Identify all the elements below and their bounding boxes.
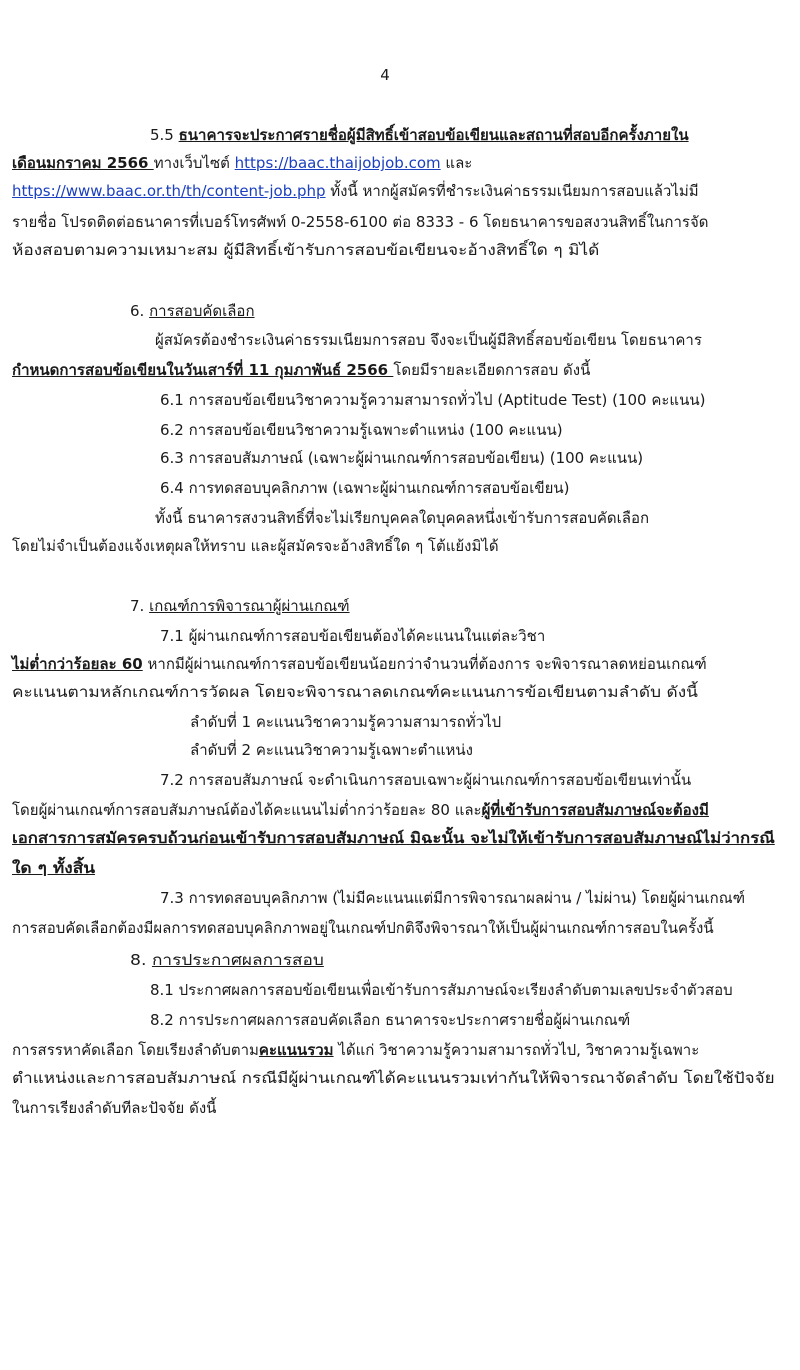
text-segment: ทั้งนี้ ธนาคารสงวนสิทธิ์ที่จะไม่เรียกบุคคลใดบุคคลหนึ่งเข้ารับการสอบคัดเลือก (155, 509, 650, 527)
text-segment: ทางเว็บไซต์ (153, 154, 235, 172)
text-segment: รายชื่อ โปรดติดต่อธนาคารที่เบอร์โทรศัพท์ 0-2558-6100 ต่อ 8333 - 6 โดยธนาคารขอสงวนสิทธิ์ในการจัด (12, 213, 709, 231)
text-segment: 8.1 ประกาศผลการสอบข้อเขียนเพื่อเข้ารับการสัมภาษณ์จะเรียงลำดับตามเลขประจำตัวสอบ (150, 981, 733, 999)
text-segment: โดยไม่จำเป็นต้องแจ้งเหตุผลให้ทราบ และผู้สมัครจะอ้างสิทธิ์ใด ๆ โต้แย้งมิได้ (12, 537, 499, 555)
text-segment: 7. (130, 597, 150, 615)
text-segment: 8.2 การประกาศผลการสอบคัดเลือก ธนาคารจะประกาศรายชื่อผู้ผ่านเกณฑ์ (150, 1011, 631, 1029)
text-line (160, 447, 643, 469)
text-line (150, 1009, 630, 1031)
text-segment: 6.4 การทดสอบบุคลิกภาพ (เฉพาะผู้ผ่านเกณฑ์การสอบข้อเขียน) (160, 479, 570, 497)
text-segment: คะแนนตามหลักเกณฑ์การวัดผล โดยจะพิจารณาลดเกณฑ์คะแนนการข้อเขียนตามลำดับ ดังนี้ (12, 683, 698, 701)
text-line (155, 507, 649, 529)
emphasized-text: การสอบคัดเลือก (149, 302, 255, 320)
text-line (12, 917, 714, 939)
emphasized-text: ไม่ต่ำกว่าร้อยละ 60 (12, 655, 143, 673)
page-number: 4 (380, 66, 390, 84)
text-line (160, 769, 691, 791)
text-line (12, 1097, 216, 1119)
text-line (12, 239, 599, 261)
text-segment: หากมีผู้ผ่านเกณฑ์การสอบข้อเขียนน้อยกว่าจำนวนที่ต้องการ จะพิจารณาลดหย่อนเกณฑ์ (142, 655, 707, 673)
text-segment: ตำแหน่งและการสอบสัมภาษณ์ กรณีมีผู้ผ่านเกณฑ์ได้คะแนนรวมเท่ากันให้พิจารณาจัดลำดับ โดยใช้ปัจจัย (12, 1069, 775, 1087)
text-segment: ลำดับที่ 2 คะแนนวิชาความรู้เฉพาะตำแหน่ง (190, 741, 473, 759)
text-line (160, 625, 545, 647)
emphasized-text: ผู้ที่เข้ารับการสอบสัมภาษณ์จะต้องมี (481, 801, 709, 819)
text-line (12, 1039, 699, 1061)
text-line (160, 419, 563, 441)
text-segment: 7.2 การสอบสัมภาษณ์ จะดำเนินการสอบเฉพาะผู้ผ่านเกณฑ์การสอบข้อเขียนเท่านั้น (160, 771, 692, 789)
text-segment: โดยมีรายละเอียดการสอบ ดังนี้ (393, 361, 591, 379)
text-line (130, 949, 324, 971)
text-segment: ทั้งนี้ หากผู้สมัครที่ชำระเงินค่าธรรมเนียมการสอบแล้วไม่มี (325, 182, 699, 200)
text-segment: 8. (130, 951, 152, 969)
text-line (12, 359, 590, 381)
text-line (155, 329, 702, 351)
text-line (150, 979, 733, 1001)
text-line (12, 799, 709, 821)
text-line (12, 857, 95, 879)
text-segment: โดยผู้ผ่านเกณฑ์การสอบสัมภาษณ์ต้องได้คะแนนไม่ต่ำกว่าร้อยละ 80 และ (12, 801, 482, 819)
text-segment: การสรรหาคัดเลือก โดยเรียงลำดับตาม (12, 1041, 259, 1059)
text-segment: 6.1 การสอบข้อเขียนวิชาความรู้ความสามารถทั่วไป (Aptitude Test) (100 คะแนน) (160, 391, 706, 409)
text-line (130, 300, 255, 322)
text-line (190, 739, 473, 761)
emphasized-text: ธนาคารจะประกาศรายชื่อผู้มีสิทธิ์เข้าสอบข้อเขียนและสถานที่สอบอีกครั้งภายใน (178, 126, 689, 144)
text-line (12, 535, 499, 557)
text-segment: ในการเรียงลำดับทีละปัจจัย ดังนี้ (12, 1099, 217, 1117)
text-segment: 7.3 การทดสอบบุคลิกภาพ (ไม่มีคะแนนแต่มีการพิจารณาผลผ่าน / ไม่ผ่าน) โดยผู้ผ่านเกณฑ์ (160, 889, 746, 907)
text-line (160, 887, 745, 909)
text-line (160, 389, 705, 411)
text-segment: 5.5 (150, 126, 179, 144)
text-segment: ลำดับที่ 1 คะแนนวิชาความรู้ความสามารถทั่วไป (190, 713, 502, 731)
text-line (12, 681, 698, 703)
emphasized-text: การประกาศผลการสอบ (151, 951, 324, 969)
text-line (12, 152, 472, 174)
text-line (190, 711, 501, 733)
emphasized-text: ใด ๆ ทั้งสิ้น (12, 859, 96, 877)
text-line (130, 595, 350, 617)
text-line (12, 180, 699, 202)
text-line (150, 124, 689, 146)
website-link[interactable]: https://baac.thaijobjob.com (234, 154, 441, 172)
text-line (12, 653, 707, 675)
emphasized-text: เดือนมกราคม 2566 (12, 154, 154, 172)
text-line (12, 827, 775, 849)
text-segment: ได้แก่ วิชาความรู้ความสามารถทั่วไป, วิชาความรู้เฉพาะ (333, 1041, 700, 1059)
website-link[interactable]: https://www.baac.or.th/th/content-job.php (12, 182, 326, 200)
emphasized-text: เอกสารการสมัครครบถ้วนก่อนเข้ารับการสอบสัมภาษณ์ มิฉะนั้น จะไม่ให้เข้ารับการสอบสัมภาษณ์ไม่ว่ากรณี (12, 829, 775, 847)
text-segment: ห้องสอบตามความเหมาะสม ผู้มีสิทธิ์เข้ารับการสอบข้อเขียนจะอ้างสิทธิ์ใด ๆ มิได้ (12, 241, 600, 259)
text-segment: 7.1 ผู้ผ่านเกณฑ์การสอบข้อเขียนต้องได้คะแนนในแต่ละวิชา (160, 627, 546, 645)
emphasized-text: เกณฑ์การพิจารณาผู้ผ่านเกณฑ์ (149, 597, 350, 615)
text-segment: และ (440, 154, 473, 172)
emphasized-text: คะแนนรวม (258, 1041, 334, 1059)
text-line (12, 1067, 775, 1089)
text-line (160, 477, 569, 499)
text-segment: การสอบคัดเลือกต้องมีผลการทดสอบบุคลิกภาพอยู่ในเกณฑ์ปกติจึงพิจารณาให้เป็นผู้ผ่านเกณฑ์การสอบในครั้งนี้ (12, 919, 714, 937)
text-segment: 6.3 การสอบสัมภาษณ์ (เฉพาะผู้ผ่านเกณฑ์การสอบข้อเขียน) (100 คะแนน) (160, 449, 644, 467)
text-segment: 6. (130, 302, 150, 320)
text-segment: ผู้สมัครต้องชำระเงินค่าธรรมเนียมการสอบ จึงจะเป็นผู้มีสิทธิ์สอบข้อเขียน โดยธนาคาร (155, 331, 702, 349)
text-segment: 6.2 การสอบข้อเขียนวิชาความรู้เฉพาะตำแหน่ง (100 คะแนน) (160, 421, 563, 439)
emphasized-text: กำหนดการสอบข้อเขียนในวันเสาร์ที่ 11 กุมภาพันธ์ 2566 (12, 361, 394, 379)
text-line (12, 211, 709, 233)
